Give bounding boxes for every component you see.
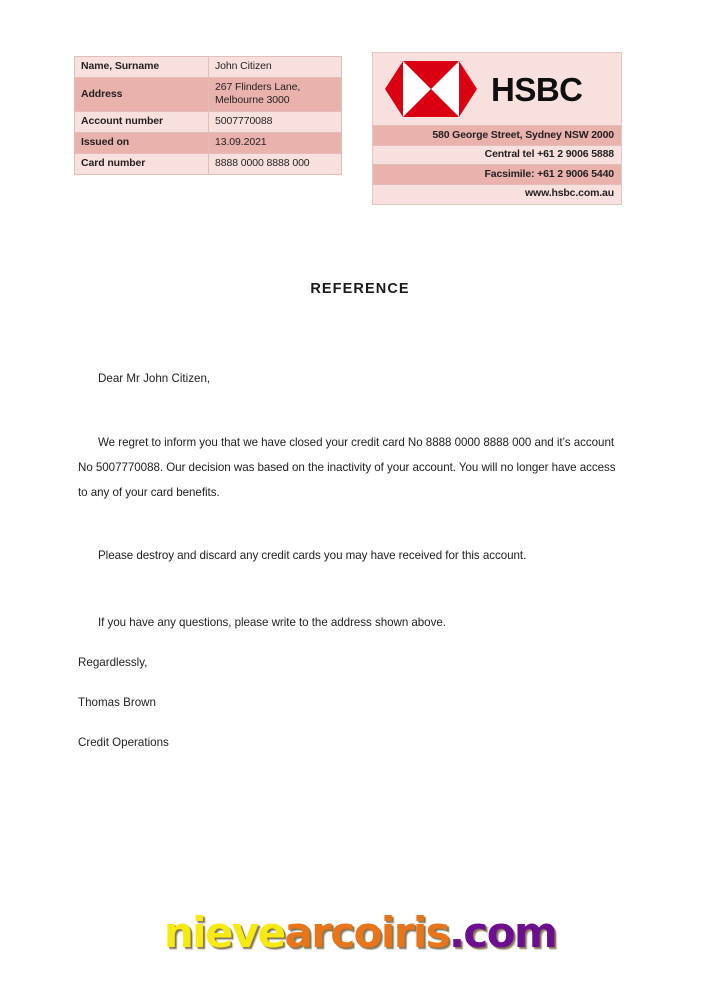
bank-logo-band (373, 53, 621, 125)
row-label-account-number: Account number (75, 111, 209, 132)
letter-paragraph-3: If you have any questions, please write to the address shown above. (98, 615, 446, 629)
letter-paragraph-1: We regret to inform you that we have closed your credit card No 8888 0000 8888 000 and it’s account No 5007770088. Our decision was based on the inactivity of your account. You will no longer have access to any of your card benefits. (78, 436, 616, 499)
row-label-name: Name, Surname (75, 57, 209, 78)
letter-signature-block (78, 655, 478, 752)
bank-contact-box (372, 52, 622, 205)
row-value-card-number: 8888 0000 8888 000 (209, 153, 342, 174)
bank-website-line[interactable]: www.hsbc.com.au (373, 184, 621, 204)
watermark-part-arcoiris: arcoiris (284, 908, 450, 957)
row-label-issued-on: Issued on (75, 132, 209, 153)
signer-department: Credit Operations (78, 736, 169, 750)
site-watermark (0, 908, 720, 957)
letter-closing: Regardlessly, (78, 656, 148, 669)
row-value-address (209, 78, 342, 112)
watermark-part-nieve: nieve (163, 908, 285, 957)
watermark-part-tld: .com (449, 908, 557, 957)
table-row (75, 57, 342, 78)
letterhead (0, 0, 720, 230)
bank-address-line: 580 George Street, Sydney NSW 2000 (373, 125, 621, 145)
letter-salutation: Dear Mr John Citizen, (98, 372, 211, 385)
address-line-1: 267 Flinders Lane, (215, 81, 301, 93)
row-value-issued-on: 13.09.2021 (209, 132, 342, 153)
customer-details-table (74, 56, 342, 175)
row-label-address: Address (75, 78, 209, 112)
hsbc-wordmark: HSBC (491, 70, 583, 108)
row-value-account-number: 5007770088 (209, 111, 342, 132)
table-row (75, 132, 342, 153)
letter-paragraph-2: Please destroy and discard any credit cards you may have received for this account. (98, 548, 527, 562)
table-row (75, 78, 342, 112)
row-label-card-number: Card number (75, 153, 209, 174)
page-title: REFERENCE (310, 281, 410, 297)
bank-phone-line: Central tel +61 2 9006 5888 (373, 145, 621, 165)
letter-body (78, 370, 620, 635)
row-value-name: John Citizen (209, 57, 342, 78)
table-row (75, 111, 342, 132)
bank-fax-line: Facsimile: +61 2 9006 5440 (373, 164, 621, 184)
signer-name: Thomas Brown (78, 696, 156, 710)
address-line-2: Melbourne 3000 (215, 94, 290, 107)
table-row (75, 153, 342, 174)
hsbc-hexagon-logo-icon (385, 61, 477, 117)
